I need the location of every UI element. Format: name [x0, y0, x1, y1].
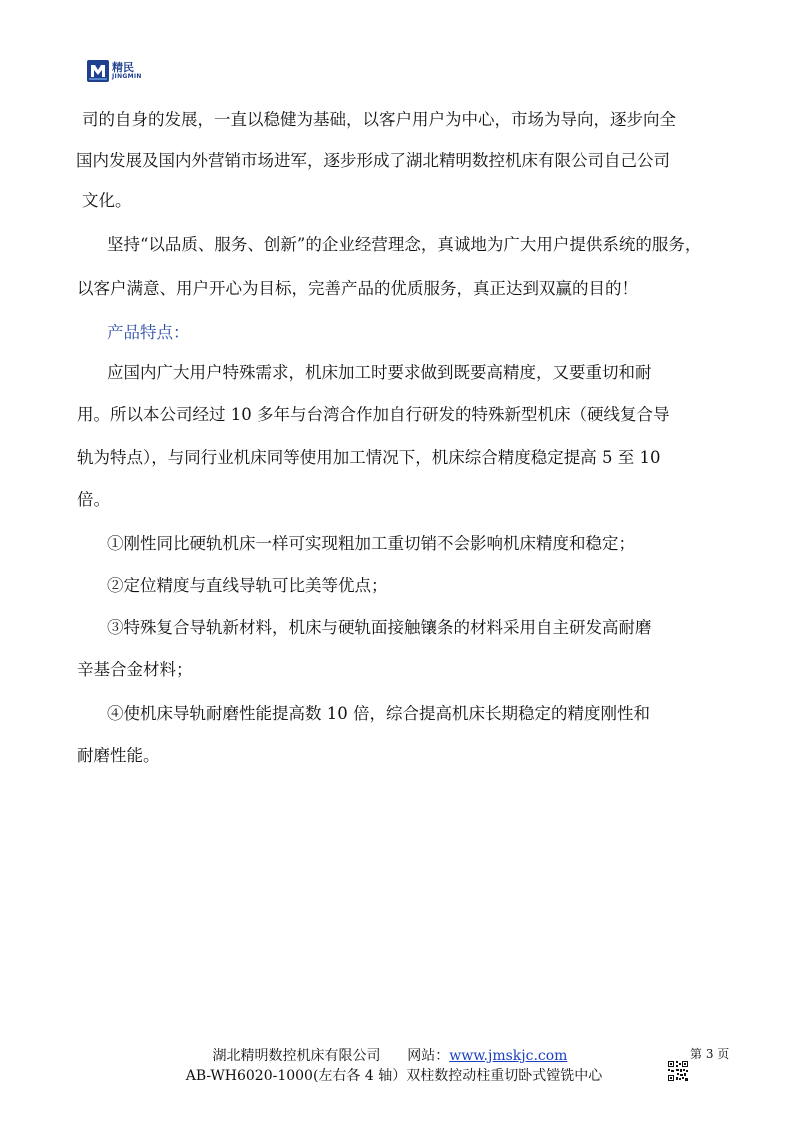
company-logo — [87, 60, 142, 82]
body-line-1: 司的自身的发展，一直以稳健为基础，以客户用户为中心，市场为导向，逐步向全 — [82, 110, 676, 129]
footer-model-text: AB-WH6020-1000(左右各 4 轴）双柱数控动柱重切卧式镗铣中心 — [185, 1068, 603, 1084]
body-line-3: 文化。 — [82, 191, 132, 210]
feature-item-3: ③特殊复合导轨新材料，机床与硬轨面接触镶条的材料采用自主研发高耐磨 — [107, 618, 652, 637]
page-number: 第 3 页 — [690, 1047, 730, 1061]
body-line-9: 轨为特点），与同行业机床同等使用加工情况下，机床综合精度稳定提高 5 至 10 — [77, 448, 661, 467]
feature-item-4: ④使机床导轨耐磨性能提高数 10 倍，综合提高机床长期稳定的精度刚性和 — [107, 704, 650, 723]
body-line-8: 用。所以本公司经过 10 多年与台湾合作加自行研发的特殊新型机床（硬线复合导 — [77, 405, 670, 424]
footer-company-name: 湖北精明数控机床有限公司 — [212, 1048, 381, 1064]
jingmin-logo-icon — [87, 60, 109, 82]
footer-website-label: 网站： — [407, 1048, 450, 1064]
body-line-2: 国内发展及国内外营销市场进军，逐步形成了湖北精明数控机床有限公司自己公司 — [76, 151, 670, 170]
body-line-4: 坚持“以品质、服务、创新”的企业经营理念，真诚地为广大用户提供系统的服务， — [107, 235, 702, 254]
feature-item-3-cont: 辛基合金材料； — [77, 660, 193, 679]
section-heading-features: 产品特点： — [107, 323, 190, 342]
body-line-10: 倍。 — [77, 490, 110, 509]
footer-website-link[interactable]: www.jmskjc.com — [449, 1048, 568, 1064]
feature-item-1: ①刚性同比硬轨机床一样可实现粗加工重切销不会影响机床精度和稳定； — [107, 534, 635, 553]
feature-item-2: ②定位精度与直线导轨可比美等优点； — [107, 576, 388, 595]
logo-chinese-name: 精民 — [112, 61, 134, 74]
logo-english-name: JINGMIN — [112, 73, 142, 80]
body-line-5: 以客户满意、用户开心为目标，完善产品的优质服务，真正达到双赢的目的！ — [77, 279, 638, 298]
body-line-7: 应国内广大用户特殊需求，机床加工时要求做到既要高精度，又要重切和耐 — [107, 363, 652, 382]
qr-code-icon — [667, 1060, 689, 1082]
feature-item-4-cont: 耐磨性能。 — [77, 746, 160, 765]
